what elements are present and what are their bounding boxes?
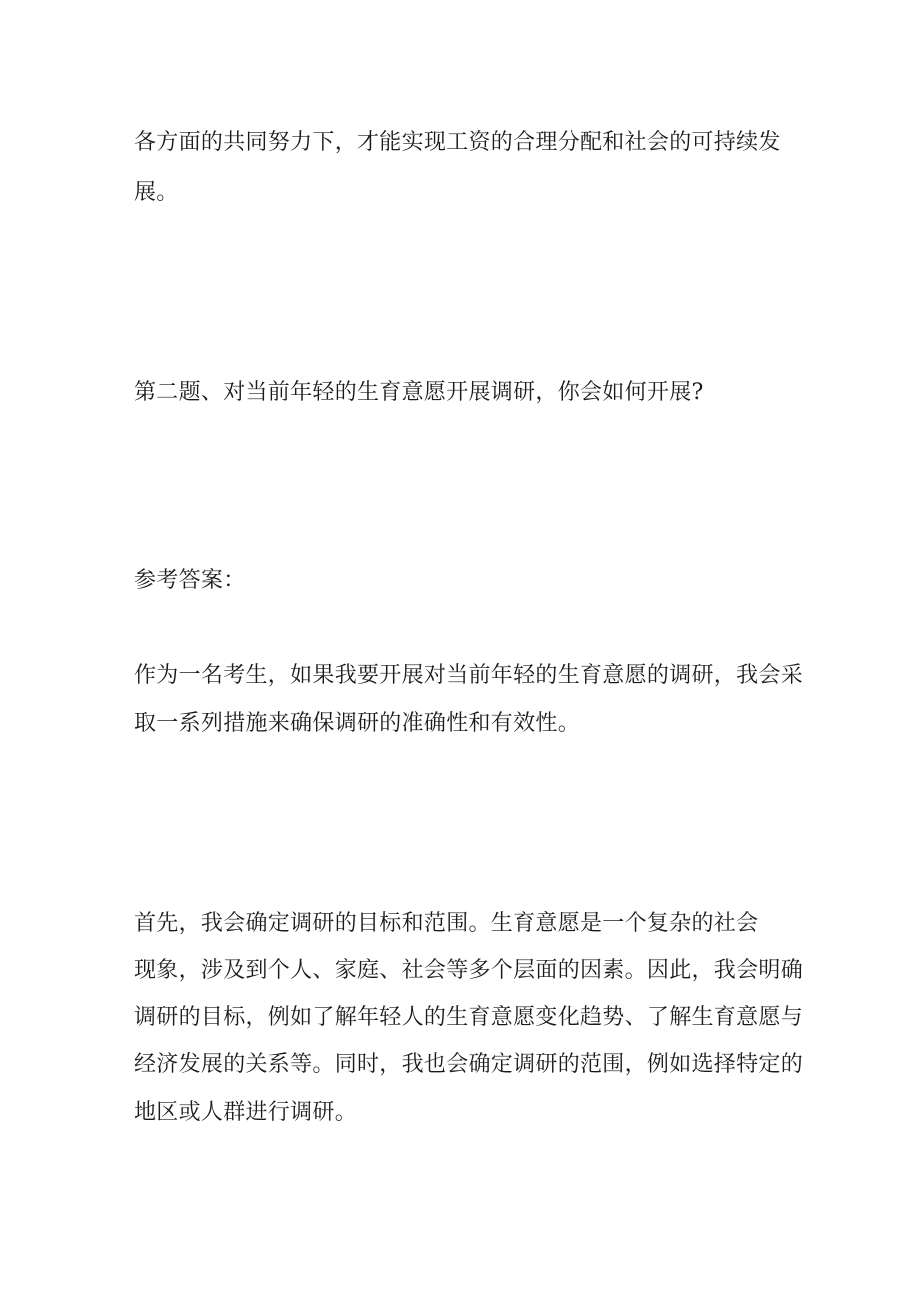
paragraph-line: 作为一名考生，如果我要开展对当前年轻的生育意愿的调研，我会采 [134, 663, 804, 688]
paragraph-line: 现象，涉及到个人、家庭、社会等多个层面的因素。因此，我会明确 [134, 958, 804, 983]
paragraph-line: 地区或人群进行调研。 [134, 1100, 358, 1125]
paragraph-line: 调研的目标，例如了解年轻人的生育意愿变化趋势、了解生育意愿与 [134, 1005, 804, 1030]
paragraph-line: 经济发展的关系等。同时，我也会确定调研的范围，例如选择特定的 [134, 1052, 804, 1077]
answer-heading: 参考答案： [134, 568, 246, 593]
paragraph-line: 首先，我会确定调研的目标和范围。生育意愿是一个复杂的社会 [134, 911, 759, 936]
paragraph-line: 取一系列措施来确保调研的准确性和有效性。 [134, 711, 581, 736]
paragraph-line: 展。 [134, 180, 179, 205]
paragraph-line: 各方面的共同努力下，才能实现工资的合理分配和社会的可持续发 [134, 130, 781, 155]
question-title: 第二题、对当前年轻的生育意愿开展调研，你会如何开展? [134, 380, 704, 405]
